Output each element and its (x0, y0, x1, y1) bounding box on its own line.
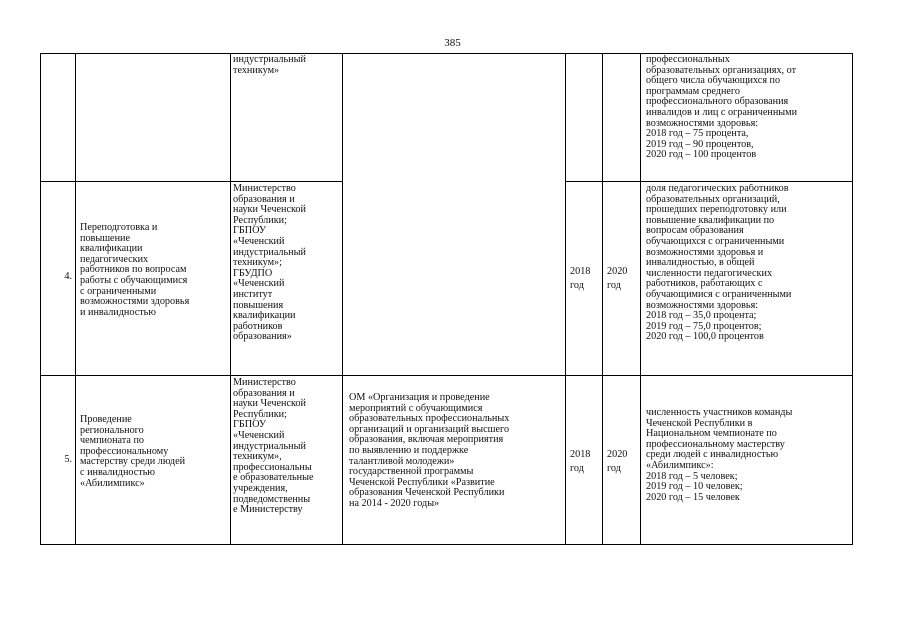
column-divider (75, 53, 76, 545)
page-number: 385 (444, 37, 461, 49)
row-3-executors: Министерство образования и науки Чеченской Республики; ГБПОУ «Чеченский индустриальный техникум», профессиональны е образовательные учреждения, подведомственны е Министерству (233, 378, 314, 516)
measures-table (40, 53, 853, 545)
row-2-executors: Министерство образования и науки Чеченской Республики; ГБПОУ «Чеченский индустриальный техникум»; ГБУДПО «Чеченский институт повышения квалификации работников образования» (233, 184, 306, 343)
row-2-start-year: 2018 год (570, 266, 591, 291)
table-border-right (852, 53, 853, 545)
column-divider (230, 53, 231, 545)
table-border-bottom (40, 544, 853, 545)
column-divider (640, 53, 641, 545)
row-1-indicator: профессиональных образовательных организациях, от общего числа обучающихся по программам среднего профессионального образования инвалидов и лиц с ограниченными возможностями здоровья: 2018 год – 75 процента, 2019 год – 90 процентов, 2020 год – 100 процентов (646, 55, 798, 161)
row-2-number: 4. (64, 272, 72, 282)
row-3-indicator: численность участников команды Чеченской Республики в Национальном чемпионате по профессиональному мастерству среди людей с инвалидностью «Абилимпикс»: 2018 год – 5 человек; 2019 год – 10 человек; 2020 год – 15 человек (646, 408, 793, 503)
row-divider (565, 181, 853, 182)
row-3-start-year: 2018 год (570, 449, 591, 474)
row-3-number: 5. (64, 455, 72, 465)
column-divider (565, 53, 566, 545)
column-divider (342, 53, 343, 545)
row-3-end-year: 2020 год (607, 449, 628, 474)
row-divider (40, 375, 853, 376)
row-2-end-year: 2020 год (607, 266, 628, 291)
row-2-indicator: доля педагогических работников образовательных организаций, прошедших переподготовку или повышение квалификации по вопросам образования обучающихся с ограниченными возможностями здоровья и инвалидностью, в общей численности педагогических работников, работающих с обучающимися с ограниченными возможностями здоровья: 2018 год – 35,0 процента; 2019 год – 75,0 процентов; 2020 год – 100,0 процентов (646, 184, 792, 343)
row-3-program: ОМ «Организация и проведение мероприятий с обучающимися образовательных профессиональных организаций и организаций высшего образования, включая мероприятия по выявлению и поддержке талантливой молодежи» государственной программы Чеченской Республики «Развитие образования Чеченской Республики на 2014 - 2020 годы» (349, 393, 510, 509)
column-divider (602, 53, 603, 545)
row-2-name: Переподготовка и повышение квалификации педагогических работников по вопросам работы с обучающимися с ограниченными возможностями здоровья и инвалидностью (80, 223, 190, 318)
table-border-left (40, 53, 41, 545)
table-border-top (40, 53, 853, 54)
row-divider (40, 181, 342, 182)
row-3-name: Проведение регионального чемпионата по профессиональному мастерству среди людей с инвалидностью «Абилимпикс» (80, 415, 186, 489)
row-1-executors: индустриальный техникум» (233, 55, 306, 76)
